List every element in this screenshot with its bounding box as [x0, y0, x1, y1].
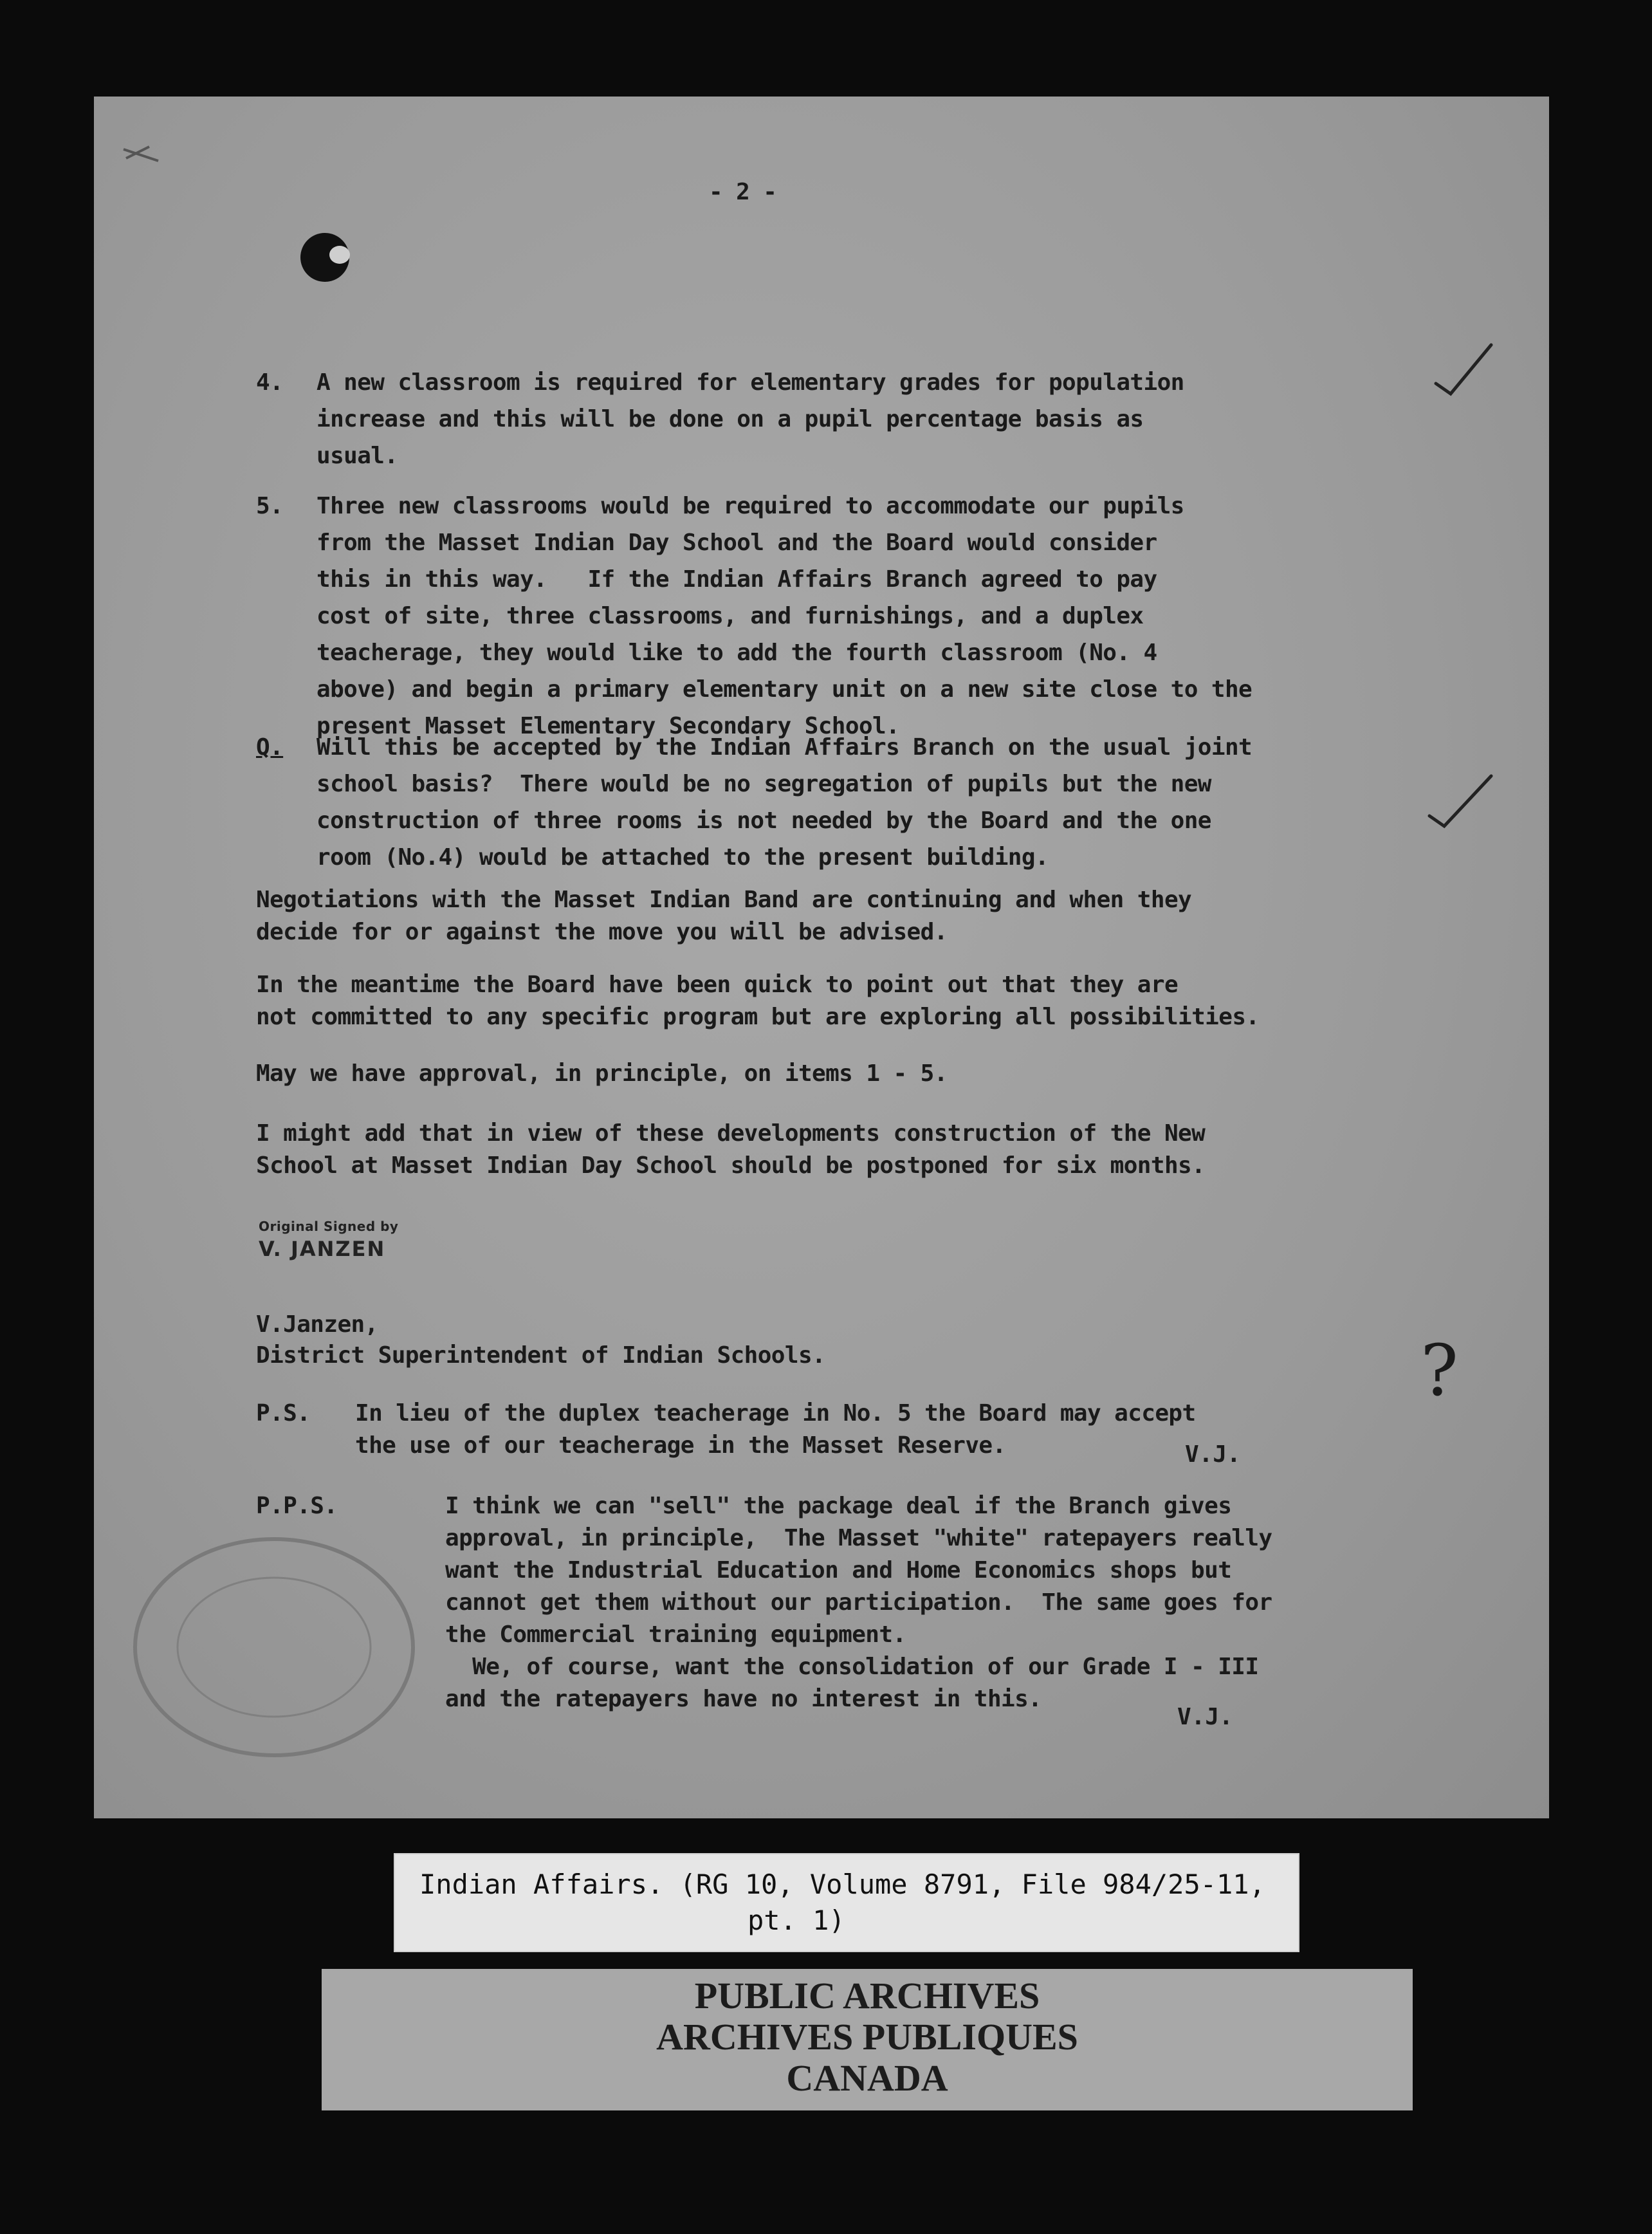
pps-line: want the Industrial Education and Home Economics shops but [445, 1557, 1232, 1583]
ps-line: In lieu of the duplex teacherage in No. 5 the Board may accept [355, 1400, 1196, 1426]
ps-marker: P.S. [256, 1400, 311, 1426]
paragraph-line: Negotiations with the Masset Indian Band are continuing and when they [256, 887, 1192, 913]
item-q-line: room (No.4) would be attached to the present building. [317, 844, 1049, 871]
paragraph-line: School at Masset Indian Day School should be postponed for six months. [256, 1152, 1206, 1179]
signature-stamp-name: V. JANZEN [259, 1237, 386, 1261]
archive-band-line: ARCHIVES PUBLIQUES [656, 2016, 1078, 2058]
archive-reference-label [394, 1853, 1299, 1952]
paragraph-line: May we have approval, in principle, on items 1 - 5. [256, 1060, 948, 1087]
margin-question-mark: ? [1420, 1329, 1458, 1412]
archive-band-line: CANADA [786, 2057, 948, 2099]
pps-line: I think we can "sell" the package deal if the Branch gives [445, 1493, 1232, 1519]
paragraph-line: decide for or against the move you will be advised. [256, 919, 948, 945]
signer-title: District Superintendent of Indian Schools. [256, 1342, 826, 1369]
page-number: - 2 - [709, 179, 777, 205]
item-5-line: present Masset Elementary Secondary School. [317, 713, 900, 739]
pps-line: the Commercial training equipment. [445, 1621, 906, 1648]
signature-stamp-label: Original Signed by [259, 1219, 399, 1234]
pps-line: cannot get them without our participation. The same goes for [445, 1589, 1272, 1616]
public-archives-band [322, 1969, 1413, 2110]
archive-reference-line-1: Indian Affairs. (RG 10, Volume 8791, File 984/25-11, [419, 1869, 1265, 1900]
item-5-line: teacherage, they would like to add the fourth classroom (No. 4 [317, 640, 1157, 666]
item-q-line: school basis? There would be no segregation of pupils but the new [317, 771, 1211, 797]
item-5-line: this in this way. If the Indian Affairs Branch agreed to pay [317, 566, 1157, 593]
item-5-line: from the Masset Indian Day School and the Board would consider [317, 530, 1157, 556]
paragraph-line: In the meantime the Board have been quick to point out that they are [256, 972, 1179, 998]
pps-line: We, of course, want the consolidation of our Grade I - III [445, 1654, 1259, 1680]
archive-band-line: PUBLIC ARCHIVES [694, 1975, 1040, 2017]
ps-line: the use of our teacherage in the Masset Reserve. [355, 1432, 1006, 1459]
item-4-line: usual. [317, 443, 398, 469]
item-4-line: increase and this will be done on a pupil percentage basis as [317, 406, 1144, 432]
signer-name: V.Janzen, [256, 1311, 378, 1338]
item-4-line: A new classroom is required for elementary grades for population [317, 369, 1184, 396]
paragraph-line: not committed to any specific program but are exploring all possibilities. [256, 1004, 1260, 1030]
item-marker-4: 4. [256, 369, 284, 396]
archive-reference-line-2: pt. 1) [748, 1905, 845, 1936]
item-marker-q: Q. [256, 734, 284, 761]
item-marker-5: 5. [256, 493, 284, 519]
item-q-line: construction of three rooms is not needed by the Board and the one [317, 808, 1211, 834]
item-5-line: cost of site, three classrooms, and furnishings, and a duplex [317, 603, 1144, 629]
pps-line: and the ratepayers have no interest in this. [445, 1686, 1042, 1712]
ps-initials: V.J. [1185, 1441, 1241, 1468]
item-5-line: Three new classrooms would be required to accommodate our pupils [317, 493, 1184, 519]
pps-marker: P.P.S. [256, 1493, 338, 1519]
item-q-line: Will this be accepted by the Indian Affairs Branch on the usual joint [317, 734, 1253, 761]
pps-initials: V.J. [1177, 1704, 1233, 1730]
pps-line: approval, in principle, The Masset "white" ratepayers really [445, 1525, 1272, 1551]
item-5-line: above) and begin a primary elementary unit on a new site close to the [317, 676, 1253, 703]
paragraph-line: I might add that in view of these developments construction of the New [256, 1120, 1206, 1147]
